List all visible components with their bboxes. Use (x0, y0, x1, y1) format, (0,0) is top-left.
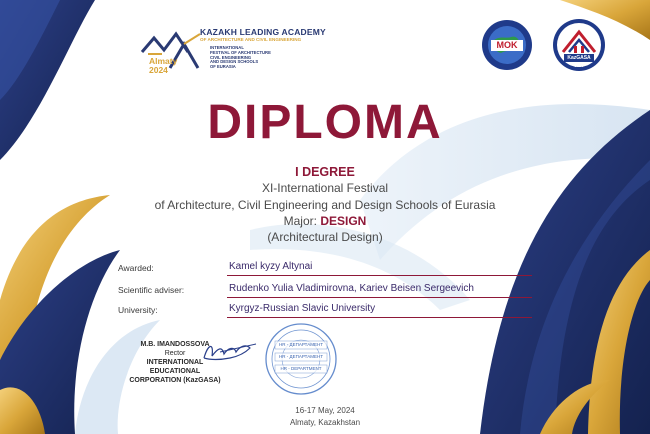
stamp-line-2: HR - ДЕПАРТАМЕНТ (279, 354, 323, 359)
kazgasa-text: KazGASA (567, 55, 591, 61)
signatory-role: Rector (164, 350, 186, 357)
academy-festival-text: INTERNATIONAL FESTIVAL OF ARCHITECTURE CIVIL ENGINEERING AND DESIGN SCHOOLS OF EURASIA (210, 45, 271, 70)
university-underline (227, 317, 532, 318)
diploma-title: DIPLOMA (207, 96, 443, 149)
academy-subtitle: OF ARCHITECTURE AND CIVIL ENGINEERING (200, 37, 302, 42)
stamp-line-3: HR - DEPARTMENT (280, 366, 322, 371)
kazgasa-year: 1980 (574, 63, 584, 68)
signature-image (200, 338, 260, 366)
mok-text: MOK (496, 40, 518, 50)
footer-place: Almaty, Kazakhstan (289, 418, 361, 427)
hr-stamp (264, 322, 338, 396)
adviser-label: Scientific adviser: (118, 285, 185, 295)
signatory-org-2: EDUCATIONAL (149, 368, 201, 375)
major-line (0, 214, 650, 228)
awarded-value: Kamel kyzy Altynai (229, 261, 313, 272)
stamp-line-1: HR - ДЕПАРТАМЕНТ (279, 342, 323, 347)
adviser-underline (227, 297, 532, 298)
signatory-org-1: INTERNATIONAL (146, 359, 204, 366)
kazgasa-logo (552, 18, 606, 72)
footer-date: 16-17 May, 2024 (295, 406, 355, 415)
adviser-value: Rudenko Yulia Vladimirovna, Kariev Beisen Sergeevich (229, 283, 474, 294)
awarded-underline (227, 275, 532, 276)
degree: I DEGREE (295, 165, 355, 179)
university-value: Kyrgyz-Russian Slavic University (229, 303, 376, 314)
major-value: DESIGN (320, 214, 367, 228)
academy-name: KAZAKH LEADING ACADEMY (200, 27, 326, 37)
festival-name: XI-International Festival (261, 181, 389, 195)
festival-full-name: of Architecture, Civil Engineering and Design Schools of Eurasia (154, 198, 496, 212)
specialization: (Architectural Design) (267, 230, 383, 244)
academy-city: Almaty 2024 (149, 56, 178, 75)
stamp-icon (264, 322, 338, 396)
awarded-label: Awarded: (118, 263, 154, 273)
university-label: University: (118, 305, 158, 315)
signatory-org-3: CORPORATION (KazGASA) (129, 377, 221, 384)
mok-logo (481, 19, 533, 71)
major-label: Major: (283, 214, 317, 228)
signatory-name: M.B. IMANDOSSOVA (140, 341, 210, 348)
